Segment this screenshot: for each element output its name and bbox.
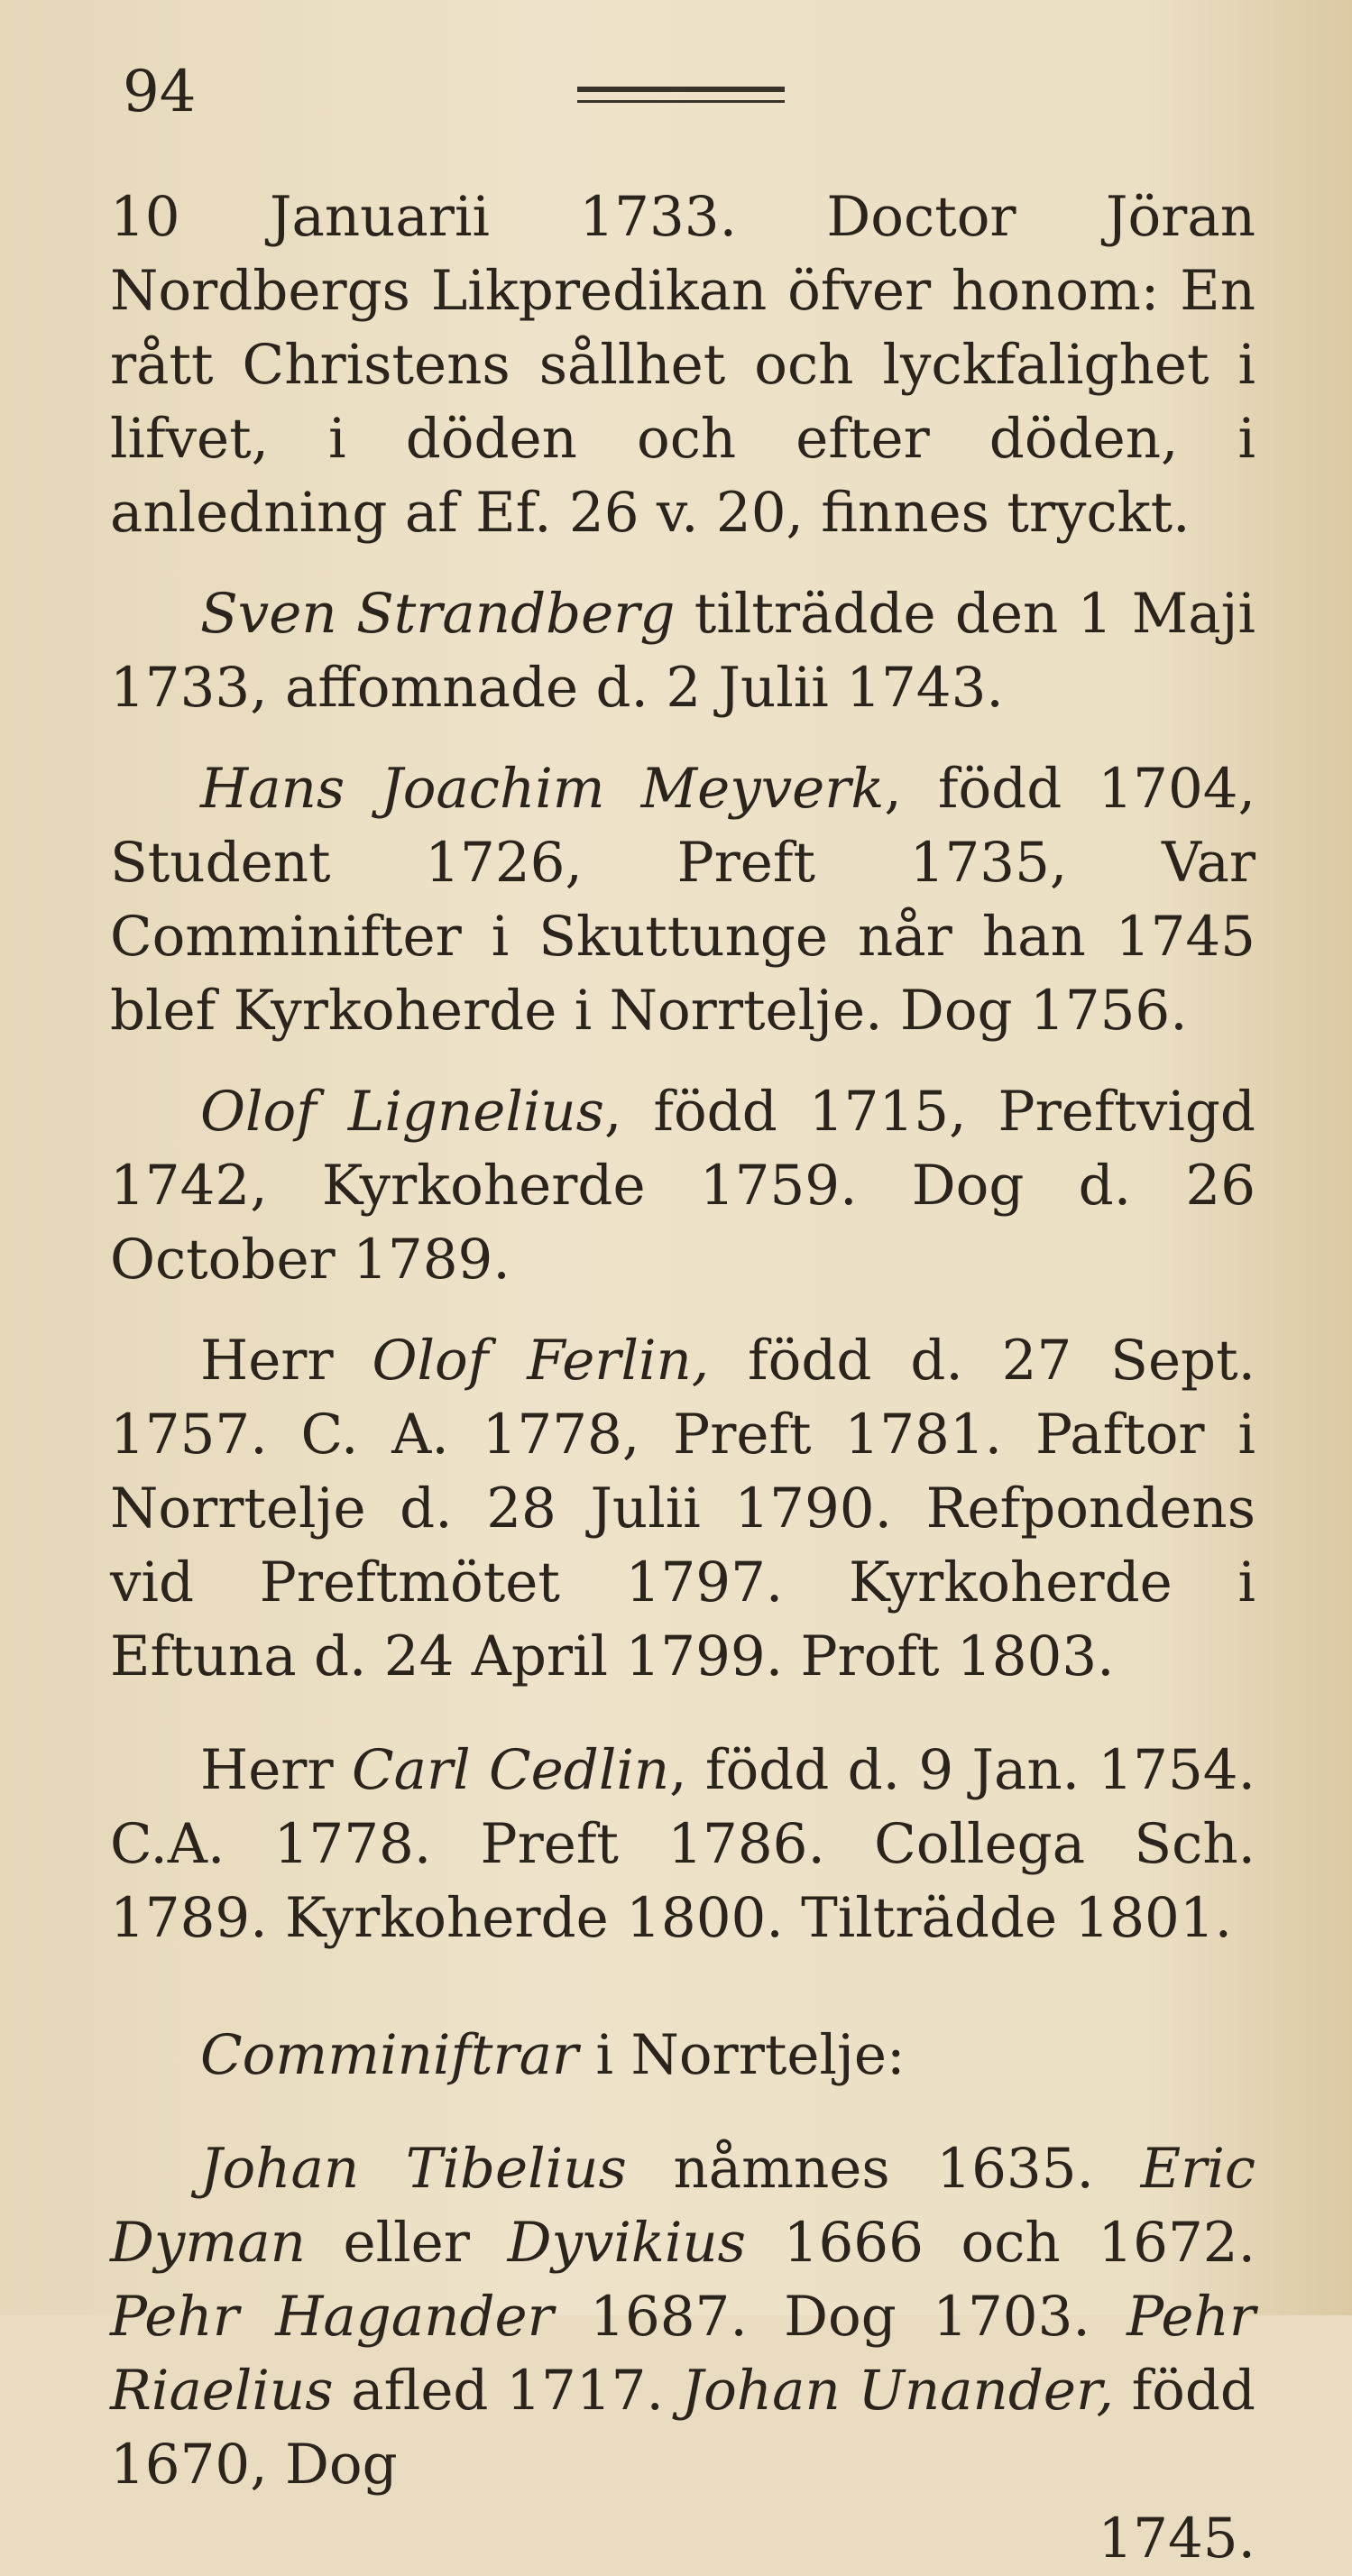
header-rule (577, 87, 785, 103)
heading-text: i Norrtelje: (578, 2023, 906, 2087)
person-name: Olof Lignelius (200, 1080, 604, 1144)
person-name: Olof Ferlin, (372, 1329, 710, 1393)
person-name: Johan Tibelius (200, 2137, 627, 2201)
person-name: Dyvikius (507, 2211, 746, 2275)
title-prefix: Herr (200, 1738, 352, 1802)
paragraph-text: , född 1715, Preftvigd 1742, Kyrkoherde 1759. Dog d. 26 October 1789. (110, 1080, 1255, 1292)
paragraph-text: afled 1717. (333, 2359, 682, 2423)
paragraph-text: 1666 och 1672. (745, 2211, 1255, 2275)
person-name: Sven Strandberg (200, 582, 676, 646)
paragraph-2 (110, 577, 1255, 725)
person-name: Pehr Riaelius (110, 2285, 1255, 2423)
paragraph-6 (110, 1734, 1255, 1955)
paragraph-4 (110, 1075, 1255, 1297)
person-name: Carl Cedlin (351, 1738, 670, 1802)
title-prefix: Herr (200, 1329, 372, 1393)
paragraph-text: , född d. 9 Jan. 1754. C.A. 1778. Preft 1786. Collega Sch. 1789. Kyrkoherde 1800. Tilträdde 1801. (110, 1738, 1255, 1950)
body-text (110, 180, 1255, 2576)
person-name: Johan Unander, (681, 2359, 1114, 2423)
paragraph-text: , född 1704, Student 1726, Preft 1735, Var Comminifter i Skuttunge når han 1745 blef Kyrkoherde i Norrtelje. Dog 1756. (110, 757, 1255, 1043)
paragraph-text: född 1670, Dog (110, 2359, 1255, 2497)
paragraph-text: född d. 27 Sept. 1757. C. A. 1778, Preft 1781. Paftor i Norrtelje d. 28 Julii 1790. Refpondens vid Preftmötet 1797. Kyrkoherde i Eftuna d. 24 April 1799. Proft 1803. (110, 1329, 1256, 1688)
person-name: Eric Dyman (110, 2137, 1255, 2275)
section-heading (110, 2019, 1255, 2093)
paragraph-text: tilträdde den 1 Maji 1733, affomnade d. 2 Julii 1743. (110, 582, 1256, 720)
paragraph-3 (110, 752, 1255, 1048)
paragraph-text: eller (305, 2211, 508, 2275)
paragraph-7-last-line: 1745. (1098, 2507, 1255, 2571)
paragraph-5 (110, 1324, 1255, 1694)
paragraph-1: 10 Januarii 1733. Doctor Jöran Nordbergs Likpredikan öfver honom: En rått Christens sållhet och lyckfalighet i lifvet, i döden och efter döden, i anledning af Ef. 26 v. 20, finnes tryckt. (110, 185, 1255, 545)
paragraph-7 (110, 2132, 1255, 2502)
paragraph-text: 1687. Dog 1703. (553, 2285, 1127, 2349)
heading-italic: Comminiftrar (200, 2023, 579, 2087)
person-name: Hans Joachim Meyverk (200, 757, 885, 821)
person-name: Pehr Hagander (110, 2285, 554, 2349)
page-number: 94 (123, 59, 197, 125)
paragraph-text: nåmnes 1635. (626, 2137, 1141, 2201)
